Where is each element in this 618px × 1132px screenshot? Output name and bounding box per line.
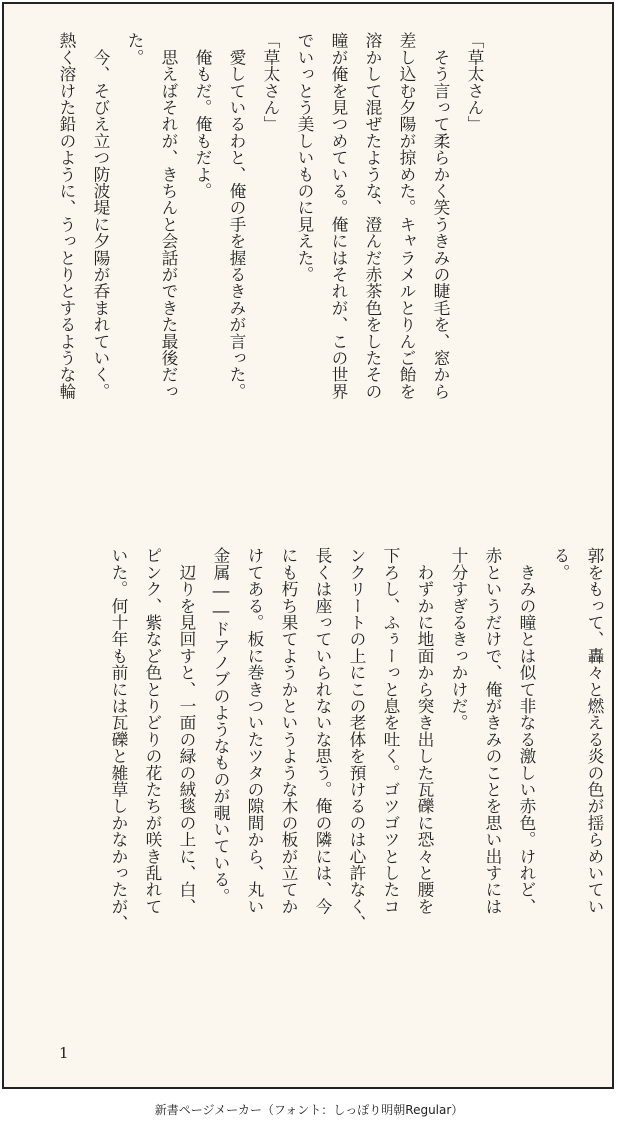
text-column-top (22, 32, 492, 552)
text-column-bottom (10, 547, 612, 1067)
text-line: 俺もだ。俺もだよ。 (193, 32, 213, 199)
page-number: 1 (59, 1044, 69, 1062)
text-line: きみの瞳とは似て非なる激しい赤色。けれど、 (517, 547, 537, 915)
text-line: でいっとう美しいものに見えた。 (295, 32, 315, 283)
text-line: 赤というだけで、俺がきみのことを思い出すには (483, 547, 503, 915)
text-line: 金属――ドアノブのようなものが覗いている。 (211, 547, 231, 905)
book-page (2, 2, 614, 1089)
text-line: そう言って柔らかく笑うきみの睫毛を、窓から (431, 32, 451, 400)
text-line: ピンク、紫など色とりどりの花たちが咲き乱れて (143, 547, 163, 915)
text-line: わずかに地面から突き出した瓦礫に恐々と腰を (415, 547, 435, 915)
text-line: 辺りを見回すと、一面の緑の絨毯の上に、白、 (177, 547, 197, 915)
text-line: 「草太さん」 (261, 32, 281, 133)
text-line: にも朽ち果てようかというような木の板が立てか (279, 547, 299, 915)
text-line: 「草太さん」 (465, 32, 485, 133)
text-line: ンクリートの上にこの老体を預けるのは心許なく、 (347, 547, 367, 932)
text-line: る。 (551, 547, 571, 581)
text-line: 思えばそれが、きちんと会話ができた最後だっ (159, 32, 179, 400)
text-line: 愛しているわと、俺の手を握るきみが言った。 (227, 32, 247, 400)
text-line: 今、そびえ立つ防波堤に夕陽が呑まれていく。 (91, 32, 111, 400)
text-line: 十分すぎるきっかけだ。 (449, 547, 469, 731)
text-line: 郭をもって、轟々と燃える炎の色が揺らめいてい (585, 547, 605, 915)
footer-credit: 新書ページメーカー（フォント：しっぽり明朝Regular） (154, 1103, 464, 1117)
text-line: 下ろし、ふぅーっと息を吐く。ゴツゴツとしたコ (381, 547, 401, 915)
text-line: いた。何十年も前には瓦礫と雑草しかなかったが、 (109, 547, 129, 932)
text-line: けてある。板に巻きついたツタの隙間から、丸い (245, 547, 265, 915)
text-line: 差し込む夕陽が掠めた。キャラメルとりんご飴を (397, 32, 417, 400)
text-line: 熱く溶けた鉛のように、うっとりとするような輪 (57, 32, 77, 400)
text-line: た。 (125, 32, 145, 66)
text-line: 長くは座っていられないな思う。俺の隣には、今 (313, 547, 333, 915)
text-line: 瞳が俺を見つめている。俺にはそれが、この世界 (329, 32, 349, 400)
text-line: 溶かして混ぜたような、澄んだ赤茶色をしたその (363, 32, 383, 400)
